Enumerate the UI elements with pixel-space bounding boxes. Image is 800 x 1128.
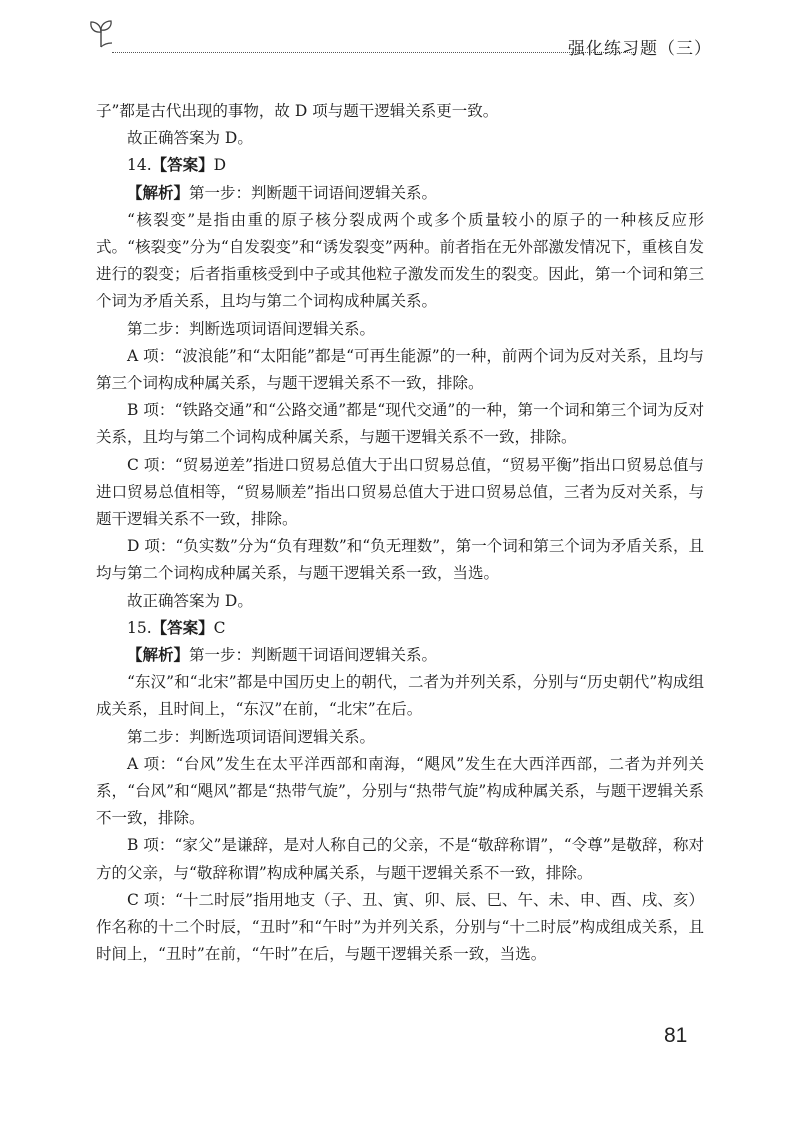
option-b: B 项：“铁路交通”和“公路交通”都是“现代交通”的一种，第一个词和第三个词为反对关系，且均与第二个词构成种属关系，与题干逻辑关系不一致，排除。	[96, 401, 704, 447]
question-number: 15.	[127, 618, 152, 637]
answer-line-14	[96, 152, 704, 179]
section-title: 强化练习题（三）	[568, 39, 712, 59]
paragraph: “核裂变”是指由重的原子核分裂成两个或多个质量较小的原子的一种核反应形式。“核裂变”分为“自发裂变”和“诱发裂变”两种。前者指在无外部激发情况下，重核自发进行的裂变；后者指重核受到中子或其他粒子激发而发生的裂变。因此，第一个词和第三个词为矛盾关系，且均与第二个词构成种属关系。	[96, 210, 704, 311]
question-number: 14.	[127, 156, 152, 175]
answer-line-15	[96, 615, 704, 642]
paragraph: 故正确答案为 D。	[127, 591, 253, 610]
answer-explanations	[96, 98, 704, 969]
analysis-tag: 【解析】	[127, 646, 190, 665]
analysis-line: 【解析】第一步：判断题干词语间逻辑关系。	[127, 183, 438, 202]
answer-value: C	[213, 618, 226, 637]
option-b: B 项：“家父”是谦辞，是对人称自己的父亲，不是“敬辞称谓”，“令尊”是敬辞，称对方的父亲，与“敬辞称谓”构成种属关系，与题干逻辑关系不一致，排除。	[96, 836, 704, 882]
option-c: C 项：“贸易逆差”指进口贸易总值大于出口贸易总值，“贸易平衡”指出口贸易总值与进口贸易总值相等，“贸易顺差”指出口贸易总值大于进口贸易总值，三者为反对关系，与题干逻辑关系不一致，排除。	[96, 455, 704, 529]
answer-value: D	[213, 156, 227, 175]
page-number: 81	[664, 1024, 688, 1047]
paragraph: 第二步：判断选项词语间逻辑关系。	[127, 727, 376, 746]
sprout-icon	[88, 18, 114, 48]
option-a: A 项：“台风”发生在太平洋西部和南海，“飓风”发生在大西洋西部，二者为并列关系，“台风”和“飓风”都是“热带气旋”，分别与“热带气旋”构成种属关系，与题干逻辑关系不一致，排除。	[96, 754, 704, 828]
option-c: C 项：“十二时辰”指用地支（子、丑、寅、卯、辰、巳、午、未、申、酉、戌、亥）作名称的十二个时辰，“丑时”和“午时”为并列关系，分别与“十二时辰”构成组成关系，且时间上，“丑时”在前，“午时”在后，与题干逻辑关系一致，当选。	[96, 890, 704, 964]
paragraph: 第二步：判断选项词语间逻辑关系。	[127, 319, 376, 338]
paragraph: 子”都是古代出现的事物，故 D 项与题干逻辑关系更一致。	[96, 102, 499, 120]
option-a: A 项：“波浪能”和“太阳能”都是“可再生能源”的一种，前两个词为反对关系，且均与第三个词构成种属关系，与题干逻辑关系不一致，排除。	[96, 346, 704, 393]
answer-tag: 【答案】	[151, 618, 214, 637]
analysis-line: 【解析】第一步：判断题干词语间逻辑关系。	[127, 646, 438, 665]
paragraph: “东汉”和“北宋”都是中国历史上的朝代，二者为并列关系，分别与“历史朝代”构成组成关系，且时间上，“东汉”在前，“北宋”在后。	[96, 673, 704, 719]
option-d: D 项：“负实数”分为“负有理数”和“负无理数”，第一个词和第三个词为矛盾关系，且均与第二个词构成种属关系，与题干逻辑关系一致，当选。	[96, 537, 704, 583]
analysis-tag: 【解析】	[127, 183, 190, 202]
answer-tag: 【答案】	[151, 156, 214, 175]
page-header	[88, 14, 712, 59]
paragraph: 故正确答案为 D。	[127, 129, 253, 148]
header-dotted-rule	[112, 52, 636, 53]
